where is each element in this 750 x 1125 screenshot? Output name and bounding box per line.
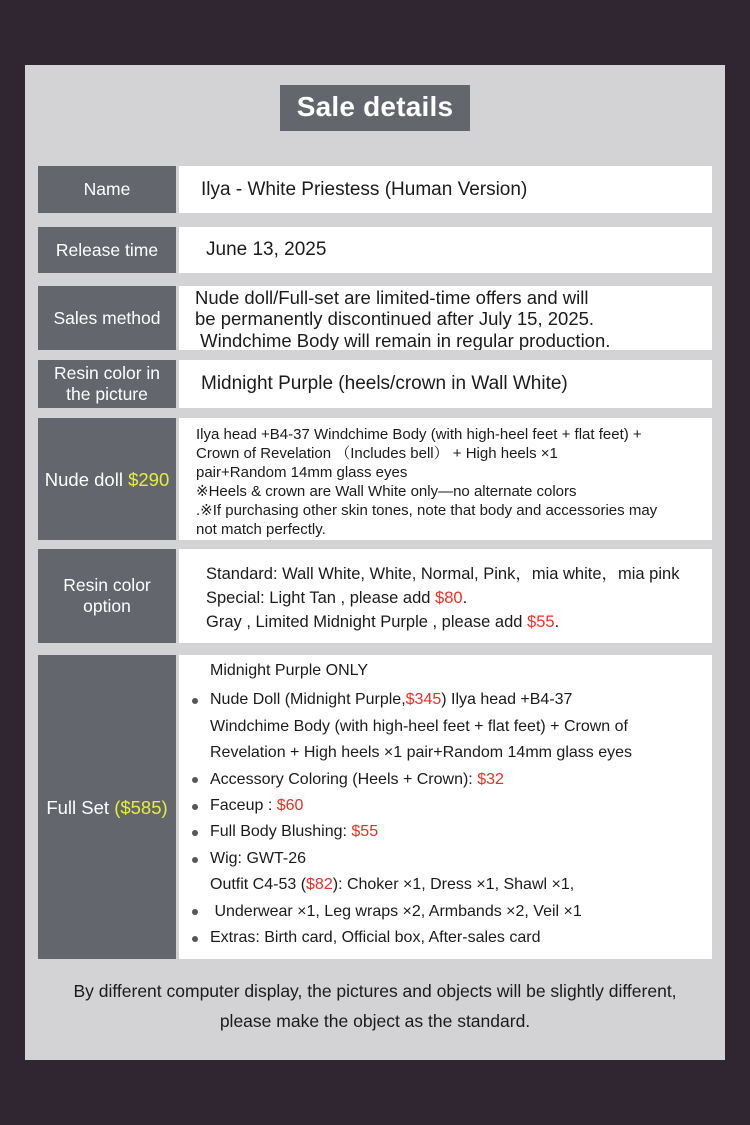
footer-note-line-1: By different computer display, the pictures and objects will be slightly different, — [73, 981, 677, 1001]
row-label-nude — [38, 418, 176, 540]
bullet-dot-icon — [192, 899, 210, 925]
content-line-text: Outfit C4-53 ($82): Choker ×1, Dress ×1, Shawl ×1, — [210, 876, 575, 894]
row-label-sales — [38, 286, 176, 350]
price-accent: $290 — [128, 468, 170, 490]
content-line — [192, 925, 704, 951]
content-line: June 13, 2025 — [206, 239, 327, 260]
table-row-resinpic — [38, 360, 712, 408]
content-line-text: Windchime Body (with high-heel feet + flat feet) + Crown of — [210, 717, 628, 735]
table-row-resinopt — [38, 549, 712, 643]
bullet-dot-icon — [192, 846, 210, 872]
bullet-dot-icon — [192, 687, 210, 713]
content-line: ※Heels & crown are Wall White only—no alternate colors — [196, 483, 577, 500]
content-line: Gray , Limited Midnight Purple , please add $55. — [206, 613, 560, 631]
row-label-release — [38, 227, 176, 273]
bullet-spacer — [192, 872, 210, 898]
bullet-spacer — [192, 658, 210, 684]
row-content-resinpic — [179, 360, 712, 408]
row-label-line: Nude doll $290 — [44, 468, 170, 490]
content-line: Midnight Purple (heels/crown in Wall White) — [201, 373, 568, 394]
content-line-text: Underwear ×1, Leg wraps ×2, Armbands ×2, Veil ×1 — [210, 902, 582, 920]
content-line-text: Revelation + High heels ×1 pair+Random 14mm glass eyes — [210, 744, 633, 762]
row-label-line: option — [83, 596, 131, 616]
page-title: Sale details — [280, 85, 470, 131]
content-line — [192, 658, 704, 684]
content-line: Special: Light Tan , please add $80. — [206, 589, 468, 607]
content-line — [192, 872, 704, 898]
content-line: not match perfectly. — [196, 521, 326, 538]
price-value: $55 — [351, 823, 379, 841]
content-line-text: Extras: Birth card, Official box, After-sales card — [210, 929, 541, 947]
price-value: $345 — [405, 691, 442, 709]
content-line-text: Nude Doll (Midnight Purple,$345) Ilya head +B4-37 — [210, 691, 573, 709]
price-value: $80 — [435, 589, 463, 607]
table-row-name — [38, 166, 712, 213]
details-table — [38, 166, 712, 959]
content-line-text: Full Body Blushing: $55 — [210, 823, 379, 841]
content-line — [192, 714, 704, 740]
content-line — [192, 899, 704, 925]
price-value: $60 — [276, 797, 304, 815]
content-line — [192, 793, 704, 819]
content-line: be permanently discontinued after July 15, 2025. — [195, 308, 595, 330]
bullet-dot-icon — [192, 819, 210, 845]
bullet-dot-icon — [192, 793, 210, 819]
content-line: Ilya head +B4-37 Windchime Body (with high-heel feet + flat feet) + — [196, 426, 642, 443]
content-line — [192, 687, 704, 713]
row-label-line: Name — [83, 179, 131, 199]
row-content-full — [179, 655, 712, 959]
row-label-full — [38, 655, 176, 959]
content-line — [192, 767, 704, 793]
content-line-text: Accessory Coloring (Heels + Crown): $32 — [210, 770, 504, 788]
content-line — [192, 740, 704, 766]
bullet-dot-icon — [192, 925, 210, 951]
content-line-text: Faceup : $60 — [210, 797, 304, 815]
price-accent: ($585) — [114, 796, 168, 818]
row-label-line: Resin color — [63, 575, 151, 595]
price-value: $32 — [477, 770, 504, 788]
sale-details-panel — [25, 65, 725, 1060]
content-line-text: Wig: GWT-26 — [210, 849, 307, 867]
table-row-sales — [38, 286, 712, 350]
content-line: pair+Random 14mm glass eyes — [196, 464, 408, 481]
row-label-line: Full Set ($585) — [46, 796, 168, 818]
row-label-line: Release time — [55, 239, 159, 260]
footer-note — [25, 976, 725, 1036]
table-row-full — [38, 655, 712, 959]
bullet-spacer — [192, 740, 210, 766]
row-content-name — [179, 166, 712, 213]
footer-note-line-2: please make the object as the standard. — [219, 1011, 531, 1031]
table-row-nude — [38, 418, 712, 540]
content-line: Standard: Wall White, White, Normal, Pink，mia white，mia pink — [206, 565, 680, 583]
content-line: .※If purchasing other skin tones, note that body and accessories may — [196, 502, 658, 519]
content-line: Windchime Body will remain in regular production. — [195, 329, 611, 350]
row-label-resinpic — [38, 360, 176, 408]
row-content-resinopt — [179, 549, 712, 643]
row-content-sales — [179, 286, 712, 350]
row-label-line: Resin color in — [53, 363, 161, 383]
row-label-line: the picture — [66, 384, 148, 404]
content-line: Crown of Revelation （Includes bell） + High heels ×1 — [196, 445, 558, 462]
row-label-line: Sales method — [53, 307, 161, 328]
content-line — [192, 819, 704, 845]
bullet-dot-icon — [192, 767, 210, 793]
row-label-resinopt — [38, 549, 176, 643]
content-line — [192, 846, 704, 872]
row-content-nude — [179, 418, 712, 540]
table-row-release — [38, 227, 712, 273]
price-value: $82 — [306, 876, 333, 894]
row-content-release — [179, 227, 712, 273]
content-line-text: Midnight Purple ONLY — [210, 662, 368, 679]
row-label-name — [38, 166, 176, 213]
price-value: $55 — [527, 613, 555, 631]
content-line: Nude doll/Full-set are limited-time offers and will — [195, 287, 589, 308]
bullet-spacer — [192, 714, 210, 740]
content-line: Ilya - White Priestess (Human Version) — [201, 178, 528, 200]
